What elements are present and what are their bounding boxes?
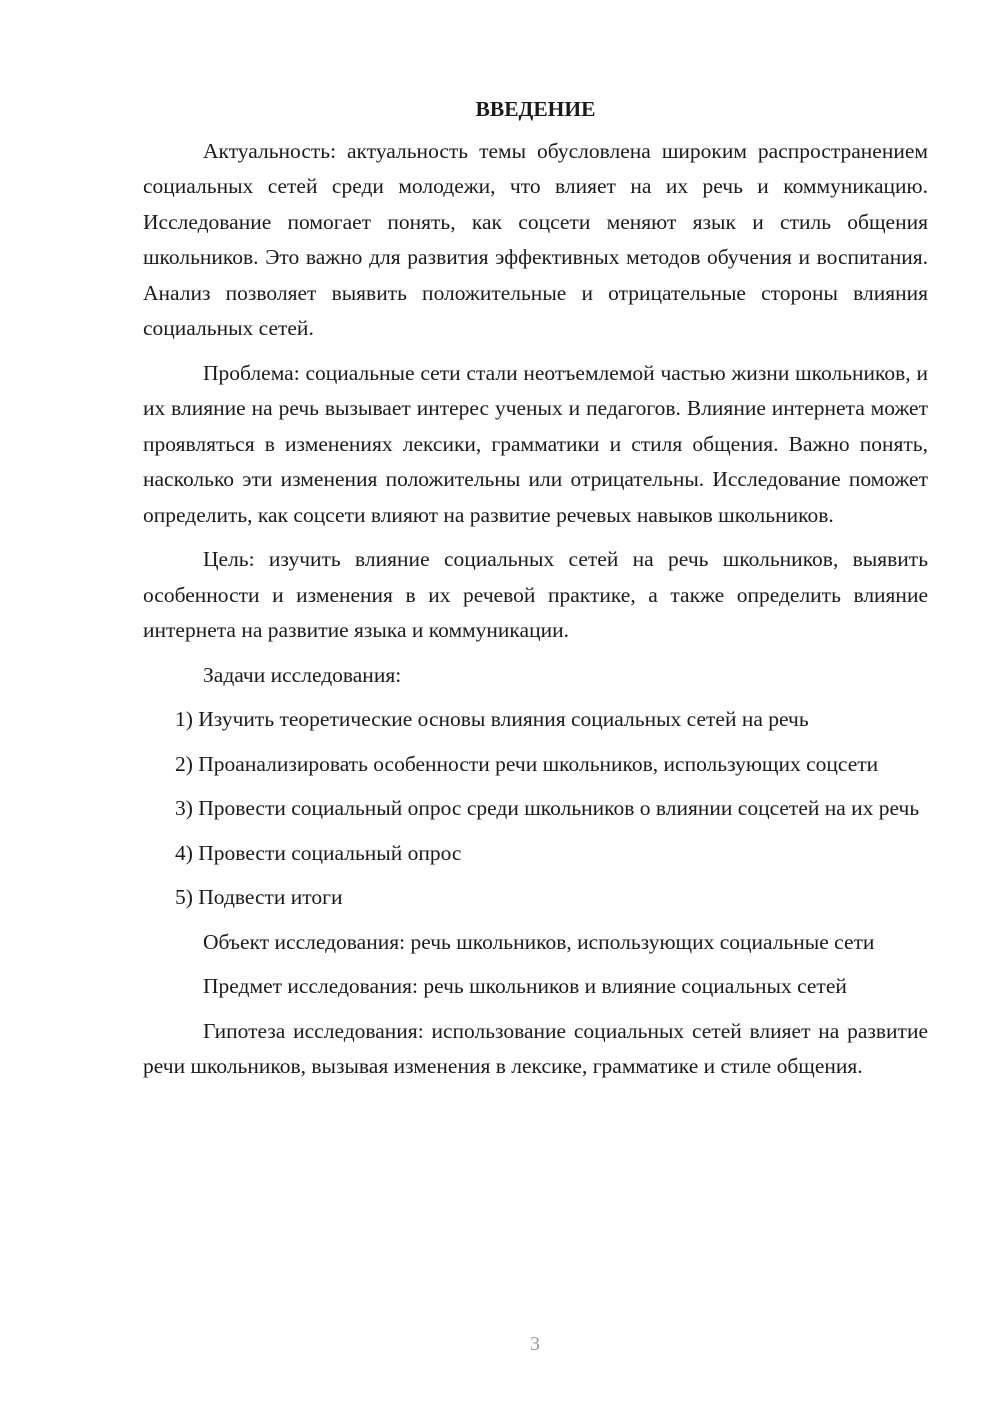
document-body xyxy=(143,92,928,1085)
task-item-5: 5) Подвести итоги xyxy=(175,885,343,909)
goal-paragraph: Цель: изучить влияние социальных сетей на речь школьников, выявить особенности и изменения в их речевой практике, а также определить влияние интернета на развитие языка и коммуникации. xyxy=(143,547,928,642)
hypothesis-paragraph: Гипотеза исследования: использование социальных сетей влияет на развитие речи школьников, вызывая изменения в лексике, грамматике и стиле общения. xyxy=(143,1018,928,1078)
relevance-paragraph: Актуальность: актуальность темы обусловлена широким распространением социальных сетей среди молодежи, что влияет на их речь и коммуникацию. Исследование помогает понять, как соцсети меняют язык и стиль общения школьников. Это важно для развития эффективных методов обучения и воспитания. Анализ позволяет выявить положительные и отрицательные стороны влияния социальных сетей. xyxy=(143,138,928,340)
page-number: 3 xyxy=(530,1333,540,1355)
task-item-1: 1) Изучить теоретические основы влияния социальных сетей на речь xyxy=(175,707,809,731)
research-subject-paragraph: Предмет исследования: речь школьников и влияние социальных сетей xyxy=(203,974,847,998)
page-title: ВВЕДЕНИЕ xyxy=(475,97,596,121)
task-item-2: 2) Проанализировать особенности речи школьников, использующих соцсети xyxy=(175,751,879,776)
research-object-paragraph: Объект исследования: речь школьников, использующих социальные сети xyxy=(203,929,875,954)
task-item-4: 4) Провести социальный опрос xyxy=(175,840,462,865)
tasks-heading: Задачи исследования: xyxy=(203,662,402,687)
problem-paragraph: Проблема: социальные сети стали неотъемлемой частью жизни школьников, и их влияние на речь вызывает интерес ученых и педагогов. Влияние интернета может проявляться в изменениях лексики, грамматики и стиля общения. Важно понять, насколько эти изменения положительны или отрицательны. Исследование поможет определить, как соцсети влияют на развитие речевых навыков школьников. xyxy=(143,360,928,527)
task-item-3: 3) Провести социальный опрос среди школьников о влиянии соцсетей на их речь xyxy=(175,796,920,820)
